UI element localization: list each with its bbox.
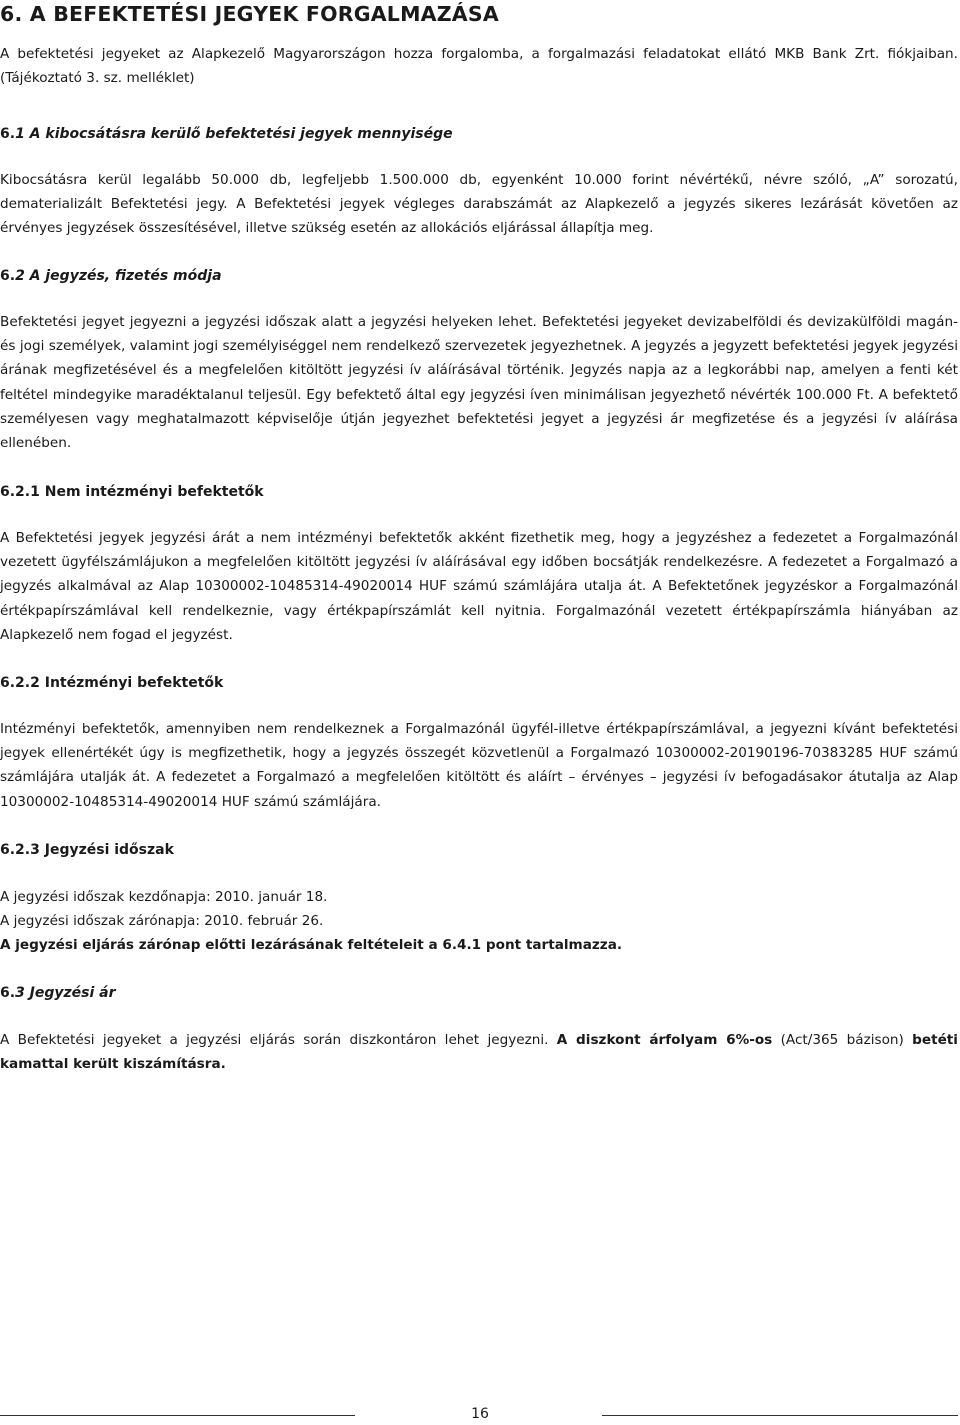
subscription-closing-note: A jegyzési eljárás zárónap előtti lezárásának feltételeit a 6.4.1 pont tartalmazza.	[0, 937, 623, 953]
heading-6-2	[0, 268, 222, 284]
heading-6-3-title: 3 Jegyzési ár	[15, 985, 116, 1001]
heading-6-2-3: 6.2.3 Jegyzési időszak	[0, 842, 174, 858]
heading-6-2-title: 2 A jegyzés, fizetés módja	[15, 268, 222, 284]
page-number: 16	[471, 1406, 489, 1422]
heading-6-1-number: 6.	[0, 126, 16, 142]
intro-paragraph: A befektetési jegyeket az Alapkezelő Magyarországon hozza forgalomba, a forgalmazási feladatokat ellátó MKB Bank Zrt. fiókjaiban. (Tájékoztató 3. sz. melléklet)	[0, 46, 958, 87]
paragraph-6-3-part-d: betéti kamattal került kiszámításra.	[0, 1032, 958, 1073]
heading-6-3	[0, 985, 116, 1001]
heading-6-2-1: 6.2.1 Nem intézményi befektetők	[0, 484, 264, 500]
heading-6-3-number: 6.	[0, 985, 16, 1001]
paragraph-6-2-1: A Befektetési jegyek jegyzési árát a nem intézményi befektetők akként fizethetik meg, hogy a jegyzéshez a fedezetet a Forgalmazónál vezetett ügyfélszámlájukon a megfelelően kitöltött jegyzési ív aláírásával egy időben bocsátják rendelkezésre. A fedezetet a Forgalmazó a jegyzés alkalmával az Alap 10300002-10485314-49020014 HUF számú számlájára utalja át. A Befektetőnek jegyzéskor a Forgalmazónál értékpapírszámlával kell rendelkeznie, vagy értékpapírszámlát kell nyitnia. Forgalmazónál vezetett értékpapírszámla hiányában az Alapkezelő nem fogad el jegyzést.	[0, 530, 958, 643]
paragraph-6-3-part-a: A Befektetési jegyeket a jegyzési eljárás során diszkontáron lehet jegyezni.	[0, 1032, 557, 1048]
paragraph-6-2-2: Intézményi befektetők, amennyiben nem rendelkeznek a Forgalmazónál ügyfél-illetve értékpapírszámlával, a jegyezni kívánt befektetési jegyek ellenértékét úgy is megfizethetik, hogy a jegyzés összegét közvetlenül a Forgalmazó 10300002-20190196-70383285 HUF számú számlájára utalják át. A fedezetet a Forgalmazó a megfelelően kitöltött és aláírt – érvényes – jegyzési ív befogadásakor átutalja az Alap 10300002-10485314-49020014 HUF számú számlájára.	[0, 721, 958, 810]
paragraph-6-2: Befektetési jegyet jegyezni a jegyzési időszak alatt a jegyzési helyeken lehet. Befektetési jegyeket devizabelföldi és devizakülföldi magán- és jogi személyek, valamint jogi személyiséggel nem rendelkező szervezetek jegyezhetnek. A jegyzés a jegyzett befektetési jegyek jegyzési árának megfizetésével és a megfelelően kitöltött jegyzési ív aláírásával történik. Jegyzés napja az a legkorábbi nap, amelyen a fenti két feltétel mindegyike maradéktalanul teljesül. Egy befektető által egy jegyzési íven minimálisan jegyezhető névérték 100.000 Ft. A befektető személyesen vagy meghatalmazott képviselője útján jegyezhet befektetési jegyet a jegyzési ár megfizetése és a jegyzési ív aláírása ellenében.	[0, 314, 958, 452]
paragraph-6-3-part-b: A diszkont árfolyam 6%-os	[556, 1032, 773, 1048]
heading-6-1-title: 1 A kibocsátásra kerülő befektetési jegyek mennyisége	[15, 126, 453, 142]
footer-rule-left	[0, 1415, 355, 1416]
heading-6-2-number: 6.	[0, 268, 16, 284]
heading-6-2-2: 6.2.2 Intézményi befektetők	[0, 675, 224, 691]
paragraph-6-3	[0, 1028, 958, 1076]
subscription-end-date: A jegyzési időszak zárónapja: 2010. február 26.	[0, 913, 324, 929]
paragraph-6-3-part-c: (Act/365 bázison)	[772, 1032, 913, 1048]
section-title: 6. A BEFEKTETÉSI JEGYEK FORGALMAZÁSA	[0, 2, 499, 26]
subscription-start-date: A jegyzési időszak kezdőnapja: 2010. január 18.	[0, 889, 328, 905]
paragraph-6-1: Kibocsátásra kerül legalább 50.000 db, legfeljebb 1.500.000 db, egyenként 10.000 forint névértékű, névre szóló, „A” sorozatú, dematerializált Befektetési jegy. A Befektetési jegyek végleges darabszámát az Alapkezelő a jegyzés sikeres lezárását követően az érvényes jegyzések összesítésével, illetve szükség esetén az allokációs eljárással állapítja meg.	[0, 172, 958, 237]
footer-rule-right	[602, 1415, 958, 1416]
heading-6-1	[0, 126, 453, 142]
